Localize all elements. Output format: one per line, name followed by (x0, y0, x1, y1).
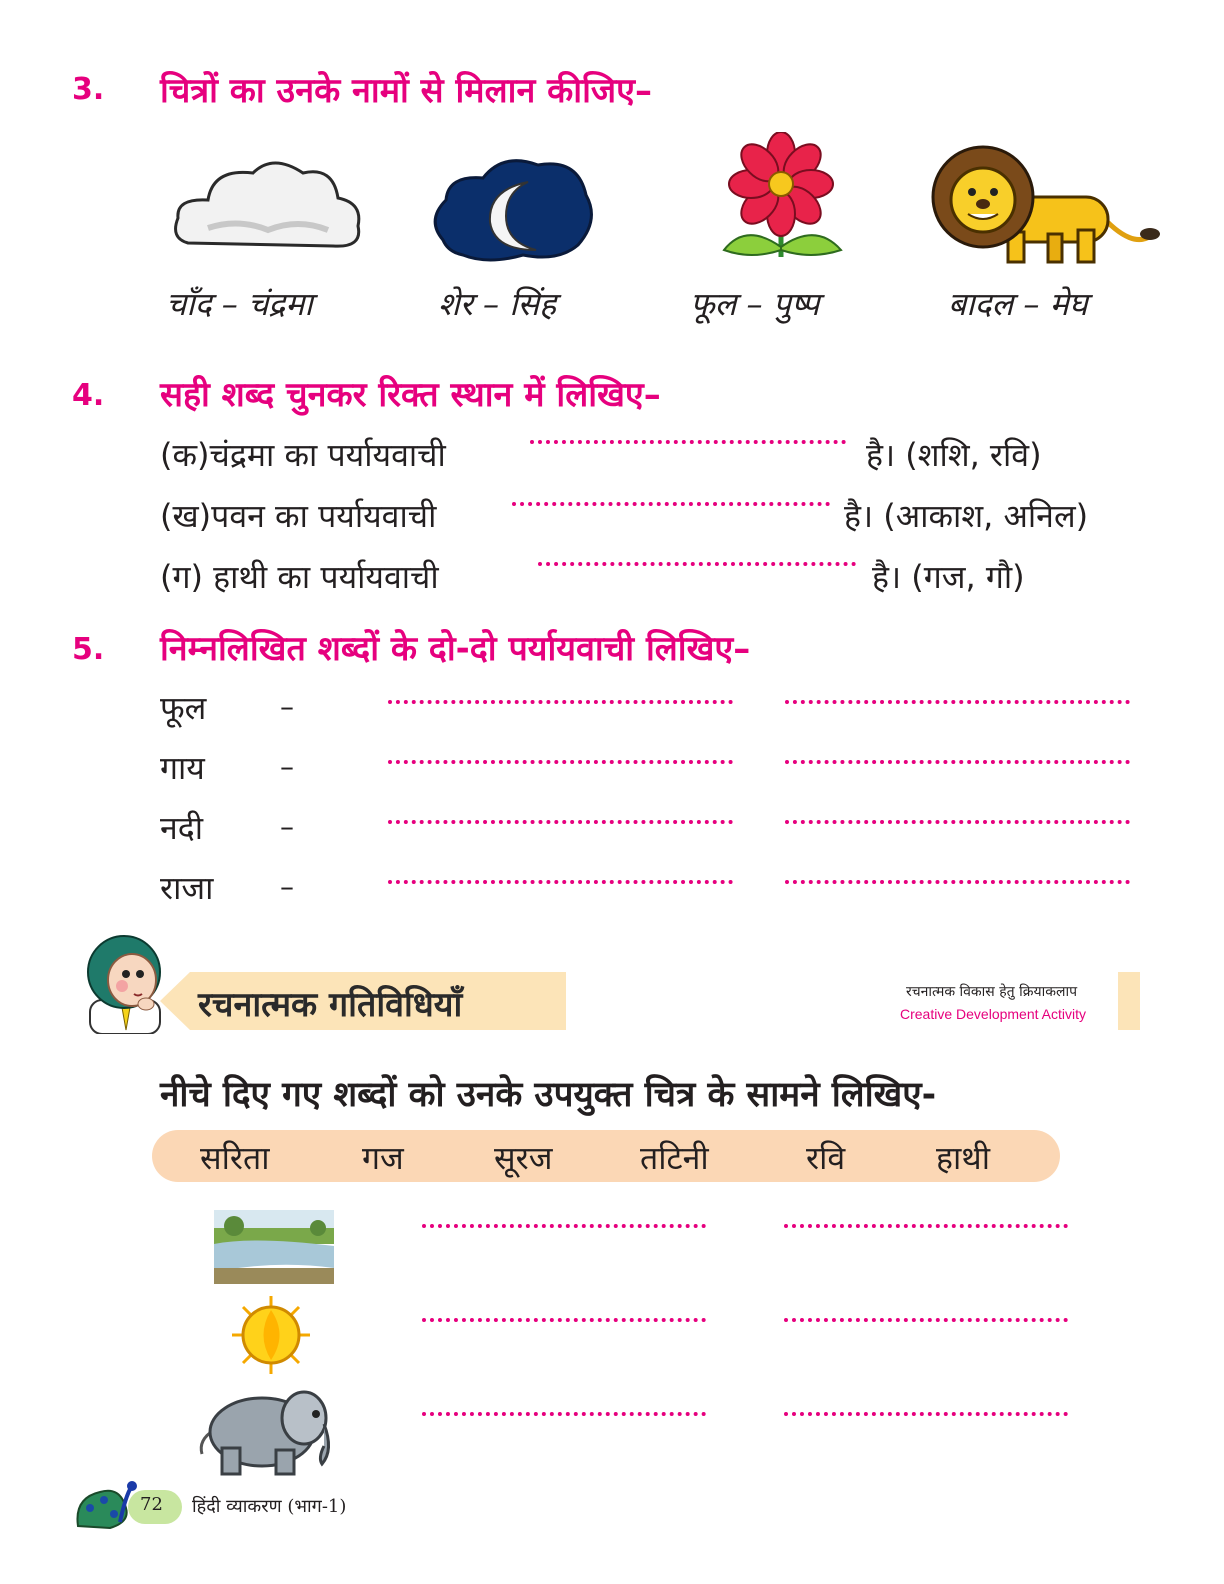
cloud-icon (168, 148, 368, 268)
page-number: 72 (140, 1494, 163, 1515)
q5-blank-2b[interactable] (785, 760, 1130, 764)
q4-row-label: (ख) (160, 497, 212, 535)
activity-side-tab (1118, 972, 1140, 1030)
q5-word-nadi: नदी (160, 809, 204, 847)
q5-blank-4a[interactable] (388, 880, 733, 884)
flower-icon (716, 132, 846, 267)
moon-icon (428, 150, 598, 270)
q5-word-phool: फूल (160, 689, 207, 727)
q5-number: 5. (72, 632, 105, 667)
q5-dash: – (280, 750, 294, 783)
q5-dash: – (280, 810, 294, 843)
q4-row-tail: है। (आकाश, अनिल) (844, 497, 1089, 535)
activity-side-hindi: रचनात्मक विकास हेतु क्रियाकलाप (906, 984, 1078, 1000)
q5-blank-4b[interactable] (785, 880, 1130, 884)
q5-blank-1a[interactable] (388, 700, 733, 704)
activity-blank-3a[interactable] (422, 1412, 706, 1416)
lion-icon (928, 142, 1160, 270)
q4-row-kha (160, 494, 436, 537)
q5-blank-3a[interactable] (388, 820, 733, 824)
q5-dash: – (280, 870, 294, 903)
q4-row-ka (160, 433, 446, 476)
q4-blank-ga[interactable] (538, 562, 856, 566)
activity-blank-2a[interactable] (422, 1318, 706, 1322)
q4-row-label: (ग) (160, 558, 203, 596)
word-bank (152, 1130, 1060, 1182)
activity-blank-3b[interactable] (784, 1412, 1068, 1416)
caption-cloud: बादल – मेघ (948, 285, 1088, 323)
sun-icon (230, 1294, 312, 1376)
q4-row-text: हाथी का पर्यायवाची (213, 558, 439, 596)
word-bank-item: हाथी (936, 1139, 991, 1177)
q4-blank-ka[interactable] (530, 440, 846, 444)
q4-number: 4. (72, 378, 105, 413)
q4-row-ga (160, 555, 439, 598)
q4-row-tail: है। (गज, गौ) (872, 558, 1025, 596)
activity-blank-2b[interactable] (784, 1318, 1068, 1322)
activity-blank-1b[interactable] (784, 1224, 1068, 1228)
q4-row-tail: है। (शशि, रवि) (866, 436, 1042, 474)
word-bank-item: रवि (806, 1139, 846, 1177)
caption-flower: फूल – पुष्प (690, 285, 820, 323)
word-bank-item: तटिनी (640, 1139, 709, 1177)
activity-side-english: Creative Development Activity (900, 1006, 1086, 1022)
word-bank-item: सूरज (494, 1139, 553, 1177)
q4-title: सही शब्द चुनकर रिक्त स्थान में लिखिए– (160, 375, 661, 415)
q3-title: चित्रों का उनके नामों से मिलान कीजिए– (160, 71, 652, 111)
activity-banner-title: रचनात्मक गतिविधियाँ (198, 985, 463, 1025)
q5-word-gaay: गाय (160, 749, 205, 787)
q5-blank-1b[interactable] (785, 700, 1130, 704)
q4-row-text: पवन का पर्यायवाची (211, 497, 437, 535)
q5-blank-2a[interactable] (388, 760, 733, 764)
q4-row-label: (क) (160, 436, 210, 474)
activity-blank-1a[interactable] (422, 1224, 706, 1228)
book-title: हिंदी व्याकरण (भाग-1) (192, 1496, 347, 1517)
elephant-icon (194, 1380, 344, 1476)
q4-blank-kha[interactable] (512, 502, 830, 506)
activity-instruction: नीचे दिए गए शब्दों को उनके उपयुक्त चित्र के सामने लिखिए- (160, 1075, 937, 1115)
word-bank-item: गज (362, 1139, 404, 1177)
caption-lion: शेर – सिंह (438, 285, 557, 323)
river-icon (214, 1210, 334, 1284)
caption-moon: चाँद – चंद्रमा (166, 285, 313, 323)
q3-number: 3. (72, 72, 105, 107)
word-bank-item: सरिता (200, 1139, 270, 1177)
q5-dash: – (280, 690, 294, 723)
q5-blank-3b[interactable] (785, 820, 1130, 824)
q4-row-text: चंद्रमा का पर्यायवाची (209, 436, 446, 474)
q5-title: निम्नलिखित शब्दों के दो-दो पर्यायवाची लिखिए– (160, 629, 751, 669)
q5-word-raja: राजा (160, 869, 214, 907)
